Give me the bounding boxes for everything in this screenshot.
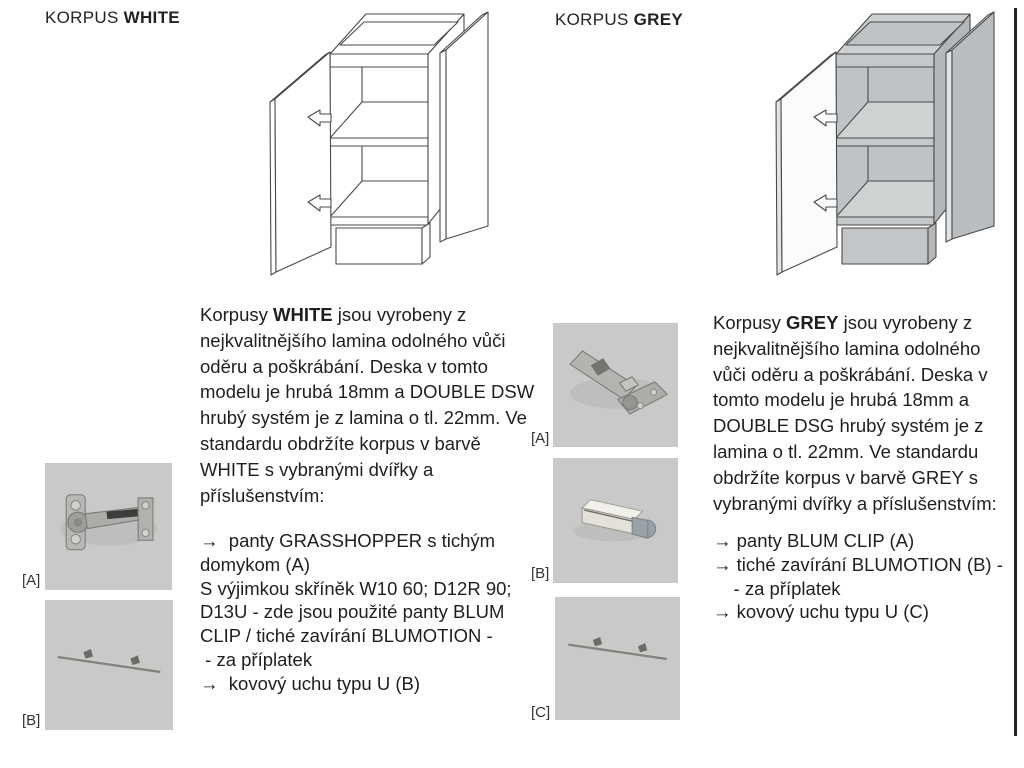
list-line: - za příplatek: [200, 648, 313, 670]
title-prefix: KORPUS: [45, 8, 124, 27]
photo-box-b-white: [45, 600, 173, 730]
list-line: S výjimkou skříněk W10 60; D12R 90;: [200, 577, 512, 599]
u-handle-photo: [555, 597, 680, 720]
photo-label-b-white: [B]: [22, 712, 41, 729]
list-line: → tiché zavírání BLUMOTION (B) -: [713, 553, 1003, 575]
intro-line: oděru a poškrábání. Deska v tomto: [200, 355, 488, 377]
intro-line: DOUBLE DSG hrubý systém je z: [713, 415, 984, 437]
intro-line: hrubý systém je z lamina o tl. 22mm. Ve: [200, 407, 527, 429]
accessory-list-white: [200, 529, 512, 696]
page-edge-divider: [1014, 8, 1017, 736]
intro-line: Korpusy WHITE jsou vyrobeny z: [200, 304, 467, 325]
intro-line: nejkvalitnějšího lamina odolného: [713, 337, 981, 359]
blumotion-damper-photo: [553, 458, 678, 583]
section-title-white: [45, 8, 180, 28]
photo-label-a-grey: [A]: [531, 430, 550, 447]
cabinet-drawing-white: [256, 2, 506, 302]
grasshopper-hinge-photo: [45, 463, 172, 590]
intro-line: standardu obdržíte korpus v barvě: [200, 432, 481, 454]
list-line: → panty BLUM CLIP (A): [713, 530, 915, 551]
accessory-list-grey: [713, 529, 1003, 624]
intro-line: nejkvalitnějšího lamina odolného vůči: [200, 329, 506, 351]
u-handle-photo: [45, 600, 173, 730]
photo-label-c-grey: [C]: [531, 704, 551, 721]
intro-line: WHITE s vybranými dvířky a: [200, 458, 434, 480]
title-prefix: KORPUS: [555, 10, 634, 29]
title-bold: GREY: [633, 10, 684, 29]
section-title-grey: [555, 10, 683, 30]
photo-box-b-grey: [553, 458, 678, 583]
list-line: → kovový uchu typu U (B): [200, 672, 421, 694]
list-line: → kovový uchu typu U (C): [713, 601, 929, 623]
intro-paragraph-grey: [713, 310, 997, 516]
photo-box-c-grey: [555, 597, 680, 720]
intro-paragraph-white: [200, 302, 534, 508]
list-line: - za příplatek: [713, 577, 841, 599]
photo-box-a-white: [45, 463, 172, 590]
photo-box-a-grey: [553, 323, 678, 447]
list-line: domykom (A): [200, 553, 310, 575]
intro-line: vůči oděru a poškrábání. Deska v: [713, 363, 988, 385]
intro-line: lamina o tl. 22mm. Ve standardu: [713, 440, 979, 462]
intro-line: Korpusy GREY jsou vyrobeny z: [713, 312, 973, 333]
title-bold: WHITE: [123, 8, 180, 27]
intro-line: tomto modelu je hrubá 18mm a: [713, 389, 970, 411]
intro-line: modelu je hrubá 18mm a DOUBLE DSW: [200, 381, 535, 403]
blum-clip-hinge-photo: [553, 323, 678, 447]
intro-line: příslušenstvím:: [200, 484, 325, 506]
photo-label-a-white: [A]: [22, 572, 41, 589]
intro-line: obdržíte korpus v barvě GREY s: [713, 466, 978, 488]
photo-label-b-grey: [B]: [531, 565, 550, 582]
cabinet-drawing-grey: [762, 2, 1012, 302]
intro-line: vybranými dvířky a příslušenstvím:: [713, 492, 997, 514]
list-line: D13U - zde jsou použité panty BLUM: [200, 601, 505, 623]
list-line: → panty GRASSHOPPER s tichým: [200, 530, 496, 551]
list-line: CLIP / tiché zavírání BLUMOTION -: [200, 625, 493, 647]
